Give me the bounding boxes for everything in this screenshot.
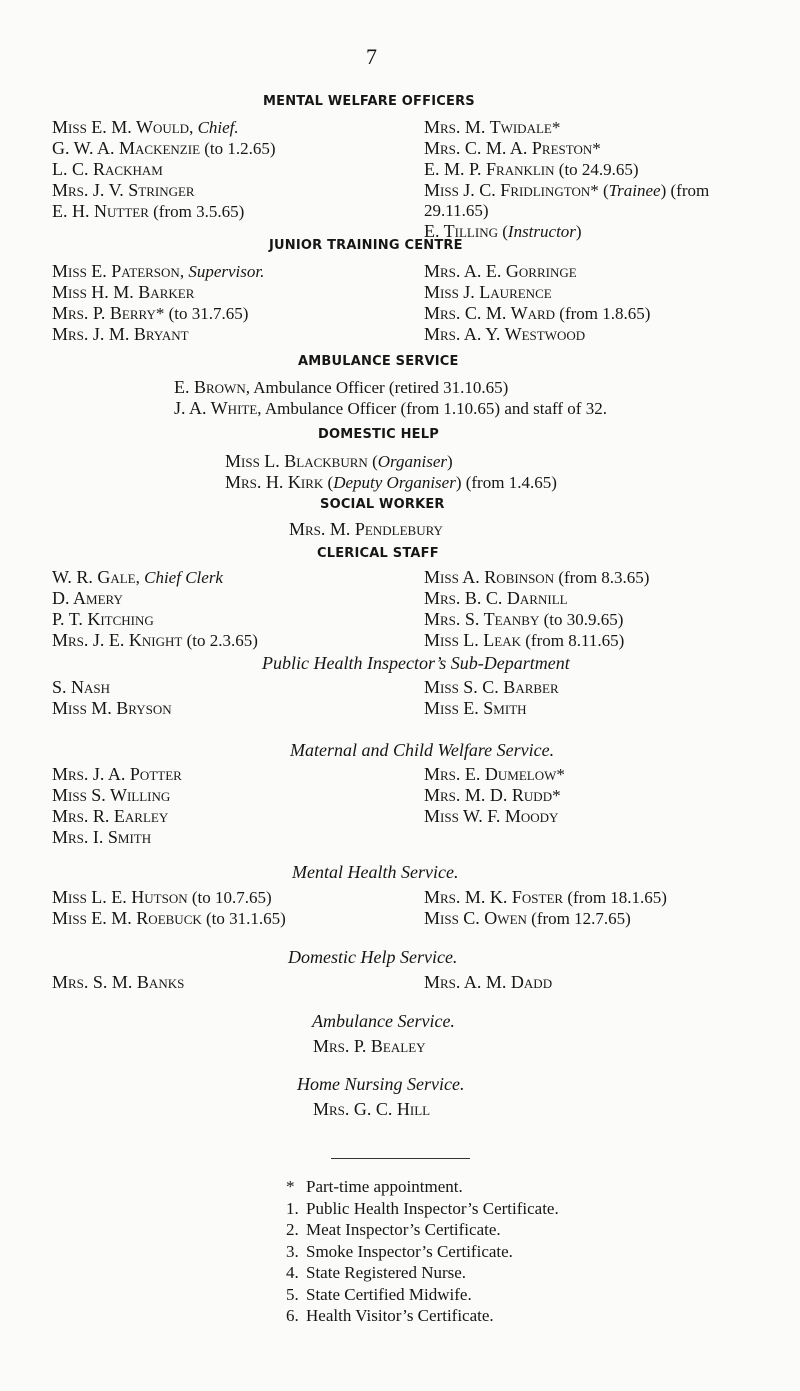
staff-detail: (to 31.1.65) xyxy=(201,909,286,928)
footnote xyxy=(286,1176,559,1198)
footnote-text: Health Visitor’s Certificate. xyxy=(306,1306,494,1325)
staff-name: S. Nash xyxy=(52,677,111,697)
staff-name: D. Amery xyxy=(52,588,123,608)
staff-name: E. H. Nutter xyxy=(52,201,149,221)
staff-entry xyxy=(52,201,276,222)
footnote-text: State Registered Nurse. xyxy=(306,1263,467,1282)
staff-entry xyxy=(225,472,557,493)
footnote xyxy=(286,1262,559,1284)
staff-title: Instructor xyxy=(507,222,576,241)
staff-entry xyxy=(174,398,607,419)
staff-name: Mrs. M. Pendlebury xyxy=(289,519,443,539)
staff-name: Miss M. Bryson xyxy=(52,698,172,718)
subheading-ambulance-service: Ambulance Service. xyxy=(312,1011,455,1031)
staff-detail: * xyxy=(556,765,565,784)
staff-detail: (to 1.2.65) xyxy=(200,139,276,158)
staff-name: Mrs. J. M. Bryant xyxy=(52,324,189,344)
staff-entry xyxy=(424,567,649,588)
jtc-left-column xyxy=(52,261,264,345)
staff-entry xyxy=(52,588,258,609)
staff-entry xyxy=(424,180,709,201)
dh-lines xyxy=(225,451,557,493)
staff-name: Mrs. A. M. Dadd xyxy=(424,972,553,992)
phi-right-column xyxy=(424,677,559,719)
subheading-domestic-help-service: Domestic Help Service. xyxy=(288,947,458,967)
mh-left-column xyxy=(52,887,286,929)
staff-entry xyxy=(424,201,709,221)
staff-name: Miss S. Willing xyxy=(52,785,171,805)
staff-title: Trainee xyxy=(608,181,661,200)
staff-name: Miss H. M. Barker xyxy=(52,282,195,302)
staff-name: Mrs. J. A. Potter xyxy=(52,764,182,784)
staff-name: Miss L. Blackburn xyxy=(225,451,368,471)
staff-detail: ) (from xyxy=(660,181,710,200)
staff-name: Miss L. E. Hutson xyxy=(52,887,188,907)
staff-entry xyxy=(424,972,552,993)
footnote-marker: 2. xyxy=(286,1220,299,1239)
staff-entry xyxy=(52,261,264,282)
staff-name: Mrs. R. Earley xyxy=(52,806,169,826)
staff-name: Miss S. C. Barber xyxy=(424,677,559,697)
staff-detail: * xyxy=(592,139,601,158)
staff-name: Mrs. M. K. Foster xyxy=(424,887,564,907)
mwo-left-column xyxy=(52,117,276,222)
staff-detail: * xyxy=(551,118,561,137)
staff-name: Mrs. M. Twidale xyxy=(424,117,552,137)
amb-lines xyxy=(174,377,607,419)
mcw-left-column xyxy=(52,764,182,848)
staff-entry xyxy=(424,609,649,630)
staff-name: Mrs. B. C. Darnill xyxy=(424,588,568,608)
staff-entry xyxy=(174,377,607,398)
staff-entry xyxy=(424,806,565,827)
staff-detail: * xyxy=(552,786,561,805)
staff-entry xyxy=(424,764,565,785)
staff-entry xyxy=(52,630,258,651)
staff-detail: , Ambulance Officer (retired 31.10.65) xyxy=(245,378,509,397)
staff-name: Miss E. M. Would xyxy=(52,117,190,137)
staff-detail: (from 3.5.65) xyxy=(148,202,245,221)
section-heading-clerical-staff: CLERICAL STAFF xyxy=(317,546,439,561)
footnote-text: Smoke Inspector’s Certificate. xyxy=(306,1241,513,1261)
footnote-marker: 4. xyxy=(286,1263,299,1282)
staff-entry xyxy=(52,117,276,138)
staff-name: Mrs. S. Teanby xyxy=(424,609,540,629)
staff-entry xyxy=(52,609,258,630)
staff-entry xyxy=(52,887,286,908)
staff-title: Organiser xyxy=(377,452,447,471)
staff-name: Miss A. Robinson xyxy=(424,567,555,587)
staff-entry xyxy=(52,159,276,180)
staff-name: L. C. Rackham xyxy=(52,159,163,179)
divider-rule xyxy=(331,1158,470,1159)
staff-entry xyxy=(52,324,264,345)
staff-name: E. Brown xyxy=(174,377,246,397)
staff-entry xyxy=(52,567,258,588)
footnote-text: Meat Inspector’s Certificate. xyxy=(306,1220,501,1239)
dhs-right-column xyxy=(424,972,552,993)
staff-title: Supervisor. xyxy=(188,262,265,281)
mwo-right-column xyxy=(424,117,709,242)
staff-detail: (from 18.1.65) xyxy=(563,888,667,907)
staff-entry xyxy=(424,221,709,242)
staff-name: Miss W. F. Moody xyxy=(424,806,559,826)
staff-entry xyxy=(52,827,182,848)
staff-name: Miss E. Smith xyxy=(424,698,527,718)
staff-entry xyxy=(225,451,557,472)
staff-entry xyxy=(52,138,276,159)
footnotes-list xyxy=(286,1176,559,1327)
staff-entry xyxy=(313,1099,430,1120)
as-lines xyxy=(313,1036,426,1057)
cs-right-column xyxy=(424,567,649,651)
staff-entry xyxy=(424,588,649,609)
staff-name: Mrs. G. C. Hill xyxy=(313,1099,431,1119)
staff-detail: (to 10.7.65) xyxy=(187,888,272,907)
section-heading-social-worker: SOCIAL WORKER xyxy=(320,497,445,512)
staff-name: Miss E. M. Roebuck xyxy=(52,908,202,928)
staff-entry xyxy=(424,908,667,929)
staff-name: E. Tilling xyxy=(424,221,498,241)
staff-entry xyxy=(424,887,667,908)
footnote xyxy=(286,1284,559,1306)
staff-entry xyxy=(52,764,182,785)
cs-left-column xyxy=(52,567,258,651)
staff-detail: ( xyxy=(323,473,334,492)
staff-entry xyxy=(424,303,650,324)
staff-entry xyxy=(424,159,709,180)
footnote-text: State Certified Midwife. xyxy=(306,1284,472,1304)
staff-name: Miss J. C. Fridlington xyxy=(424,180,591,200)
staff-entry xyxy=(289,519,443,540)
sw-lines xyxy=(289,519,443,540)
footnote-text: Part-time appointment. xyxy=(306,1177,463,1196)
staff-detail: * (to 31.7.65) xyxy=(155,304,249,323)
page-number: 7 xyxy=(366,44,377,69)
footnote xyxy=(286,1241,559,1263)
staff-detail: ) xyxy=(447,452,453,471)
footnote xyxy=(286,1219,559,1241)
staff-name: J. A. White xyxy=(174,398,258,418)
staff-name: Mrs. H. Kirk xyxy=(225,472,324,492)
staff-name: Mrs. P. Bealey xyxy=(313,1036,426,1056)
footnote xyxy=(286,1198,559,1220)
staff-detail: (to 24.9.65) xyxy=(554,160,639,179)
staff-name: W. R. Gale xyxy=(52,567,136,587)
staff-entry xyxy=(52,908,286,929)
staff-entry xyxy=(52,677,172,698)
staff-name: Mrs. J. V. Stringer xyxy=(52,180,195,200)
staff-entry xyxy=(424,630,649,651)
staff-name: P. T. Kitching xyxy=(52,609,154,629)
staff-detail: (from 8.3.65) xyxy=(554,568,650,587)
staff-name: Mrs. S. M. Banks xyxy=(52,972,185,992)
staff-detail: ) (from 1.4.65) xyxy=(455,473,557,492)
dhs-left-column xyxy=(52,972,184,993)
staff-title: Deputy Organiser xyxy=(333,473,456,492)
staff-entry xyxy=(52,303,264,324)
staff-name: Miss E. Paterson xyxy=(52,261,180,281)
footnote-marker: 6. xyxy=(286,1306,299,1325)
staff-entry xyxy=(424,677,559,698)
staff-name: E. M. P. Franklin xyxy=(424,159,555,179)
subheading-maternal-child-welfare: Maternal and Child Welfare Service. xyxy=(290,740,555,760)
staff-name: Miss C. Owen xyxy=(424,908,527,928)
jtc-right-column xyxy=(424,261,650,345)
staff-entry xyxy=(52,806,182,827)
staff-entry xyxy=(52,785,182,806)
footnote-marker: 1. xyxy=(286,1198,299,1218)
staff-entry xyxy=(424,138,709,159)
staff-entry xyxy=(424,324,650,345)
staff-title: Chief. xyxy=(197,118,239,137)
staff-name: G. W. A. Mackenzie xyxy=(52,138,201,158)
footnote-marker: 3. xyxy=(286,1241,299,1261)
staff-entry xyxy=(424,282,650,303)
staff-detail: ( xyxy=(497,222,508,241)
section-heading-ambulance-service: AMBULANCE SERVICE xyxy=(298,354,459,369)
mh-right-column xyxy=(424,887,667,929)
staff-detail: 29.11.65) xyxy=(424,201,489,220)
footnote-marker: * xyxy=(286,1177,295,1196)
staff-detail: , Ambulance Officer (from 1.10.65) and staff of 32. xyxy=(257,399,607,418)
staff-name: Mrs. I. Smith xyxy=(52,827,152,847)
footnote xyxy=(286,1305,559,1327)
staff-entry xyxy=(424,261,650,282)
staff-name: Mrs. M. D. Rudd xyxy=(424,785,553,805)
staff-detail: ( xyxy=(367,452,378,471)
staff-detail: , xyxy=(135,568,145,587)
staff-name: Miss J. Laurence xyxy=(424,282,552,302)
staff-detail: ) xyxy=(575,222,582,241)
staff-name: Mrs. J. E. Knight xyxy=(52,630,183,650)
staff-entry xyxy=(52,972,184,993)
staff-detail: (to 2.3.65) xyxy=(182,631,258,650)
staff-detail: (from 12.7.65) xyxy=(526,909,631,928)
staff-detail: , xyxy=(179,262,189,281)
staff-name: Miss L. Leak xyxy=(424,630,522,650)
staff-detail: (from 1.8.65) xyxy=(555,304,651,323)
section-heading-domestic-help: DOMESTIC HELP xyxy=(318,427,439,442)
staff-detail: , xyxy=(189,118,198,137)
footnote-marker: 5. xyxy=(286,1284,299,1304)
section-heading-mental-welfare-officers: MENTAL WELFARE OFFICERS xyxy=(263,94,475,109)
staff-name: Mrs. E. Dumelow xyxy=(424,764,557,784)
staff-entry xyxy=(52,698,172,719)
section-heading-junior-training-centre: JUNIOR TRAINING CENTRE xyxy=(269,238,463,253)
subheading-public-health-inspector: Public Health Inspector’s Sub-Department xyxy=(262,653,570,673)
staff-name: Mrs. A. Y. Westwood xyxy=(424,324,586,344)
staff-entry xyxy=(424,785,565,806)
hns-lines xyxy=(313,1099,430,1120)
subheading-mental-health-service: Mental Health Service. xyxy=(292,862,459,882)
staff-name: Mrs. A. E. Gorringe xyxy=(424,261,577,281)
footnote-text: Public Health Inspector’s Certificate. xyxy=(306,1198,559,1218)
mcw-right-column xyxy=(424,764,565,827)
staff-detail: (from 8.11.65) xyxy=(521,631,625,650)
staff-detail: (to 30.9.65) xyxy=(539,610,624,629)
phi-left-column xyxy=(52,677,172,719)
staff-entry xyxy=(313,1036,426,1057)
staff-entry xyxy=(424,117,709,138)
staff-entry xyxy=(52,180,276,201)
staff-name: Mrs. P. Berry xyxy=(52,303,156,323)
staff-name: Mrs. C. M. A. Preston xyxy=(424,138,593,158)
staff-title: Chief Clerk xyxy=(144,568,223,587)
staff-entry xyxy=(424,698,559,719)
staff-name: Mrs. C. M. Ward xyxy=(424,303,556,323)
subheading-home-nursing-service: Home Nursing Service. xyxy=(297,1074,465,1094)
staff-entry xyxy=(52,282,264,303)
staff-detail: * ( xyxy=(590,181,609,200)
